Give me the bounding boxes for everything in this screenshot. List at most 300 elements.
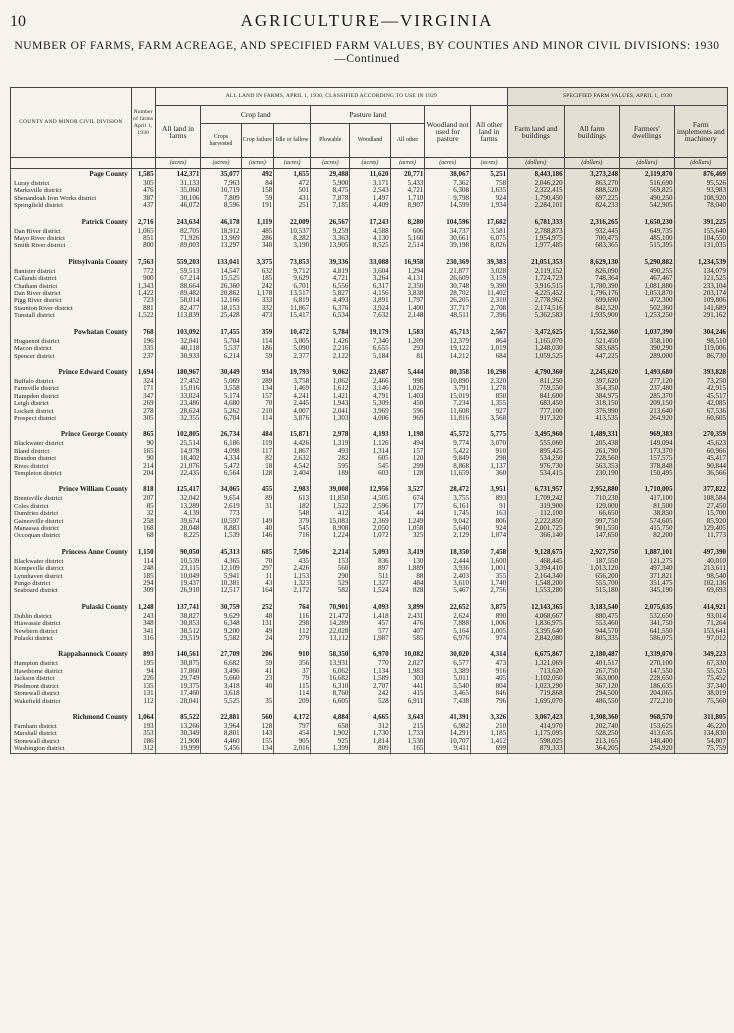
value-cell: 1,134 (350, 668, 390, 675)
value-cell: 75,452 (674, 675, 727, 682)
value-cell: 9,042 (425, 518, 471, 525)
district-row (11, 510, 728, 517)
value-cell: 6,655 (350, 345, 390, 352)
value-cell: 515,180 (564, 587, 619, 594)
spacer-cell (674, 595, 727, 602)
value-cell: 206 (241, 649, 274, 660)
spacer-cell (131, 540, 155, 547)
value-cell: 3,070 (471, 440, 508, 447)
district-name: Pulaski district (11, 635, 132, 642)
value-cell: 4,721 (311, 275, 350, 282)
district-row (11, 503, 728, 510)
value-cell: 405 (471, 675, 508, 682)
spacer-cell (620, 595, 674, 602)
value-cell: 3,394,410 (508, 565, 565, 572)
value-cell: 811,250 (508, 378, 565, 385)
county-name: Prince George County (11, 429, 132, 440)
district-name: Brentsville district (11, 495, 132, 502)
value-cell: 7,234 (425, 400, 471, 407)
value-cell: 431 (274, 195, 311, 202)
value-cell: 6,308 (425, 187, 471, 194)
header-crops-harvested: Crops harvested (201, 124, 241, 158)
value-cell: 153,625 (620, 723, 674, 730)
value-cell: 574,605 (620, 518, 674, 525)
value-cell: 1,730 (350, 730, 390, 737)
county-name: Princess Anne County (11, 547, 132, 558)
value-cell: 8,801 (201, 730, 241, 737)
spacer-cell (11, 422, 132, 429)
value-cell: 1,303 (311, 415, 350, 422)
value-cell: 86,730 (674, 353, 727, 360)
value-cell: 5,174 (201, 393, 241, 400)
value-cell: 109,806 (674, 297, 727, 304)
value-cell: 248 (131, 565, 155, 572)
value-cell: 800 (131, 242, 155, 249)
value-cell: 1,314 (350, 448, 390, 455)
value-cell: 8,443,186 (508, 169, 565, 181)
value-cell: 3,568 (471, 415, 508, 422)
value-cell: 548 (274, 510, 311, 517)
value-cell: 348 (241, 242, 274, 249)
district-name: Prospect district (11, 415, 132, 422)
value-cell: 3,496 (201, 668, 241, 675)
spacer-cell (390, 250, 425, 257)
value-cell: 19,793 (274, 367, 311, 378)
value-cell: 114 (241, 338, 274, 345)
value-cell: 1,539 (201, 532, 241, 539)
district-name: Rives district (11, 463, 132, 470)
value-cell: 3,838 (390, 290, 425, 297)
value-cell: 34,737 (425, 228, 471, 235)
value-cell: 31 (241, 503, 274, 510)
value-cell: 3,146 (350, 385, 390, 392)
value-cell: 242 (350, 690, 390, 697)
spacer-cell (508, 320, 565, 327)
value-cell: 40,010 (674, 558, 727, 565)
value-cell: 865 (131, 429, 155, 440)
value-cell: 748,364 (564, 275, 619, 282)
header-all-other-land: All other land in farms (471, 106, 508, 158)
value-cell: 485,100 (620, 235, 674, 242)
value-cell: 2,596 (350, 503, 390, 510)
value-cell: 2,320 (471, 378, 508, 385)
value-cell: 233,104 (674, 283, 727, 290)
value-cell: 5,164 (425, 628, 471, 635)
spacer-cell (620, 477, 674, 484)
value-cell: 204,065 (620, 690, 674, 697)
value-cell: 577 (350, 628, 390, 635)
spacer-cell (674, 250, 727, 257)
county-total-row (11, 602, 728, 613)
value-cell: 4,426 (274, 440, 311, 447)
value-cell: 447,225 (564, 353, 619, 360)
value-cell: 5,422 (425, 448, 471, 455)
value-cell: 356 (274, 660, 311, 667)
value-cell: 21,472 (311, 613, 350, 620)
district-row (11, 393, 728, 400)
spacer-cell (311, 540, 350, 547)
value-cell: 641,550 (620, 628, 674, 635)
value-cell: 4,409 (350, 202, 390, 209)
value-cell: 4,721 (390, 187, 425, 194)
value-cell: 378,848 (620, 463, 674, 470)
value-cell: 228,650 (620, 675, 674, 682)
spacer-cell (674, 422, 727, 429)
spacer-cell (274, 540, 311, 547)
district-name: Hampden district (11, 393, 132, 400)
value-cell: 157,575 (620, 455, 674, 462)
spacer-cell (201, 250, 241, 257)
value-cell: 38,850 (620, 510, 674, 517)
value-cell: 932,445 (564, 228, 619, 235)
value-cell: 1,175,095 (508, 730, 565, 737)
value-cell: 5,093 (350, 547, 390, 558)
value-cell: 2,214 (311, 547, 350, 558)
value-cell: 114 (241, 415, 274, 422)
value-cell: 1,137 (471, 463, 508, 470)
value-cell: 35,060 (155, 187, 201, 194)
value-cell: 209 (274, 698, 311, 705)
value-cell: 9,128,675 (508, 547, 565, 558)
value-cell: 21,051,353 (508, 257, 565, 268)
value-cell: 7,506 (274, 547, 311, 558)
value-cell: 349,223 (674, 649, 727, 660)
value-cell: 2,164,340 (508, 573, 565, 580)
value-cell: 1,185 (471, 730, 508, 737)
value-cell: 13,905 (311, 242, 350, 249)
spacer-cell (390, 477, 425, 484)
county-total-row (11, 429, 728, 440)
value-cell: 5,433 (390, 180, 425, 187)
spacer-cell (350, 250, 390, 257)
value-cell: 560 (241, 712, 274, 723)
value-cell: 2,041 (311, 408, 350, 415)
value-cell: 15,871 (274, 429, 311, 440)
value-cell: 130 (390, 558, 425, 565)
value-cell: 5,784 (311, 327, 350, 338)
value-cell: 3,375 (241, 257, 274, 268)
value-cell: 17,460 (155, 690, 201, 697)
value-cell: 2,403 (425, 573, 471, 580)
value-cell: 267,750 (564, 668, 619, 675)
spacer-cell (201, 477, 241, 484)
value-cell: 1,224 (311, 532, 350, 539)
value-cell: 6,701 (274, 283, 311, 290)
value-cell: 3,159 (471, 275, 508, 282)
value-cell: 191 (241, 202, 274, 209)
value-cell: 606 (390, 228, 425, 235)
value-cell: 376,990 (564, 408, 619, 415)
spacer-row (11, 540, 728, 547)
district-row (11, 745, 728, 753)
value-cell: 2,316,265 (564, 217, 619, 228)
value-cell: 492 (241, 169, 274, 181)
value-cell: 502,360 (620, 305, 674, 312)
value-cell: 415,750 (620, 525, 674, 532)
spacer-cell (311, 422, 350, 429)
value-cell: 88 (390, 573, 425, 580)
value-cell: 6,682 (201, 660, 241, 667)
value-cell: 4,225,452 (508, 290, 565, 297)
value-cell: 2,222,850 (508, 518, 565, 525)
value-cell: 33,024 (155, 393, 201, 400)
value-cell: 182 (274, 503, 311, 510)
spacer-cell (155, 250, 201, 257)
header-plowable: Plowable (311, 124, 350, 158)
spacer-cell (471, 210, 508, 217)
value-cell: 1,065 (131, 228, 155, 235)
value-cell: 5,582 (201, 635, 241, 642)
value-cell: 1,064 (131, 712, 155, 723)
value-cell: 196 (131, 338, 155, 345)
value-cell: 6,310 (311, 683, 350, 690)
value-cell: 3,916,515 (508, 283, 565, 290)
district-name: Jackson district (11, 675, 132, 682)
value-cell: 2,284,101 (508, 202, 565, 209)
value-cell: 888,520 (564, 187, 619, 194)
district-row (11, 305, 728, 312)
value-cell: 2,842,080 (508, 635, 565, 642)
value-cell: 134 (241, 385, 274, 392)
spacer-cell (508, 210, 565, 217)
value-cell: 112,100 (508, 510, 565, 517)
value-cell: 186 (241, 345, 274, 352)
value-cell: 2,180,487 (564, 649, 619, 660)
value-cell: 1,013,120 (564, 565, 619, 572)
spacer-cell (131, 360, 155, 367)
value-cell: 3,581 (471, 228, 508, 235)
value-cell (241, 510, 274, 517)
spacer-cell (620, 210, 674, 217)
value-cell: 26,205 (425, 297, 471, 304)
district-name: Templeton district (11, 470, 132, 477)
value-cell: 3,418 (201, 683, 241, 690)
value-cell: 3,618 (201, 690, 241, 697)
value-cell: 294,500 (564, 690, 619, 697)
value-cell: 165 (131, 448, 155, 455)
value-cell: 20,862 (201, 290, 241, 297)
value-cell: 5,290,882 (620, 257, 674, 268)
district-row (11, 620, 728, 627)
header-group-farm-values: SPECIFIED FARM VALUES, APRIL 1, 1930 (508, 88, 728, 106)
value-cell: 1,733 (390, 730, 425, 737)
value-cell: 501 (274, 187, 311, 194)
value-cell: 9,629 (274, 275, 311, 282)
spacer-cell (390, 705, 425, 712)
spacer-cell (11, 540, 132, 547)
value-cell: 119,006 (674, 345, 727, 352)
value-cell: 363,000 (564, 675, 619, 682)
value-cell: 1,422 (131, 290, 155, 297)
value-cell: 45,313 (201, 547, 241, 558)
value-cell: 129,000 (564, 503, 619, 510)
spacer-row (11, 595, 728, 602)
value-cell: 7,563 (131, 257, 155, 268)
value-cell: 108,920 (674, 195, 727, 202)
value-cell: 12,143,365 (508, 602, 565, 613)
district-name: Marksville district (11, 187, 132, 194)
value-cell: 285,370 (620, 393, 674, 400)
district-row (11, 683, 728, 690)
value-cell: 900 (131, 275, 155, 282)
value-cell: 251 (274, 202, 311, 209)
value-cell: 2,350 (390, 283, 425, 290)
district-row (11, 470, 728, 477)
header-stub: COUNTY AND MINOR CIVIL DIVISION (11, 88, 132, 158)
value-cell: 59 (241, 353, 274, 360)
district-row (11, 338, 728, 345)
value-cell: 2,788,873 (508, 228, 565, 235)
district-row (11, 532, 728, 539)
header-crop-land: Crop land (201, 106, 311, 124)
spacer-row (11, 250, 728, 257)
value-cell: 325 (390, 532, 425, 539)
value-cell: 38,067 (425, 169, 471, 181)
value-cell: 243,634 (155, 217, 201, 228)
value-cell: 2,445 (274, 400, 311, 407)
value-cell: 25,428 (201, 312, 241, 319)
value-cell: 1,321,069 (508, 660, 565, 667)
header-dwellings: Farmers' dwellings (620, 106, 674, 158)
value-cell: 414,970 (508, 723, 565, 730)
value-cell: 553,460 (564, 620, 619, 627)
district-row (11, 635, 728, 642)
value-cell: 2,245,620 (564, 367, 619, 378)
value-cell: 805,335 (564, 635, 619, 642)
value-cell: 243 (131, 613, 155, 620)
value-cell: 270,359 (674, 429, 727, 440)
value-cell: 80,358 (425, 367, 471, 378)
value-cell: 468,445 (508, 558, 565, 565)
value-cell: 2,466 (350, 378, 390, 385)
value-cell: 226 (131, 675, 155, 682)
spacer-cell (390, 360, 425, 367)
value-cell: 1,548,200 (508, 580, 565, 587)
value-cell: 85,920 (674, 518, 727, 525)
district-row (11, 587, 728, 594)
spacer-row (11, 705, 728, 712)
value-cell: 195 (131, 660, 155, 667)
spacer-cell (155, 422, 201, 429)
value-cell: 119 (241, 440, 274, 447)
value-cell: 6,564 (201, 470, 241, 477)
district-row (11, 448, 728, 455)
district-name: Stonewall district (11, 690, 132, 697)
value-cell: 4,172 (274, 712, 311, 723)
value-cell: 9,654 (201, 495, 241, 502)
value-cell: 345,190 (620, 587, 674, 594)
value-cell: 876,469 (674, 169, 727, 181)
value-cell: 1,887,101 (620, 547, 674, 558)
value-cell: 134,079 (674, 268, 727, 275)
value-cell: 150,495 (620, 470, 674, 477)
value-cell: 1,635 (471, 187, 508, 194)
value-cell: 6,376 (311, 305, 350, 312)
value-cell: 1,150 (131, 547, 155, 558)
value-cell: 341,750 (620, 620, 674, 627)
value-cell: 215 (390, 723, 425, 730)
spacer-cell (425, 320, 471, 327)
value-cell: 3,495,960 (508, 429, 565, 440)
value-cell: 24 (241, 635, 274, 642)
value-cell: 14,212 (425, 353, 471, 360)
district-row (11, 202, 728, 209)
value-cell: 1,469 (274, 385, 311, 392)
value-cell: 140,561 (155, 649, 201, 660)
value-cell: 4,680 (201, 400, 241, 407)
value-cell: 3,363 (311, 235, 350, 242)
spacer-cell (471, 250, 508, 257)
value-cell: 7,396 (471, 312, 508, 319)
value-cell: 545 (274, 525, 311, 532)
value-cell: 28,041 (155, 698, 201, 705)
value-cell: 1,198 (390, 429, 425, 440)
value-cell: 881 (131, 305, 155, 312)
value-cell: 1,327 (350, 580, 390, 587)
value-cell: 143 (241, 730, 274, 737)
county-total-row (11, 257, 728, 268)
value-cell: 796 (471, 698, 508, 705)
header-unit-dollars: (dollars) (620, 158, 674, 169)
value-cell: 8,525 (350, 242, 390, 249)
value-cell: 21,877 (425, 268, 471, 275)
value-cell: 13,931 (311, 660, 350, 667)
value-cell: 40,118 (155, 345, 201, 352)
value-cell: 1,612 (311, 385, 350, 392)
value-cell: 2,016 (274, 745, 311, 753)
district-name: Pigg River district (11, 297, 132, 304)
value-cell: 46,178 (201, 217, 241, 228)
value-cell: 6,819 (274, 297, 311, 304)
value-cell: 173,370 (620, 448, 674, 455)
value-cell: 242 (241, 283, 274, 290)
district-row (11, 613, 728, 620)
spacer-cell (508, 642, 565, 649)
value-cell: 294 (131, 580, 155, 587)
value-cell: 85,522 (155, 712, 201, 723)
county-total-row (11, 367, 728, 378)
value-cell: 7,632 (350, 312, 390, 319)
value-cell: 27,452 (155, 378, 201, 385)
value-cell: 1,421 (311, 393, 350, 400)
value-cell: 153 (311, 558, 350, 565)
spacer-cell (155, 477, 201, 484)
district-row (11, 738, 728, 745)
value-cell: 186 (131, 738, 155, 745)
value-cell: 842,520 (564, 305, 619, 312)
spacer-row (11, 320, 728, 327)
value-cell: 1,399 (311, 745, 350, 753)
district-name: Huguenot district (11, 338, 132, 345)
spacer-cell (11, 642, 132, 649)
value-cell: 454 (274, 730, 311, 737)
value-cell: 9,411 (425, 745, 471, 753)
value-cell: 1,019 (471, 345, 508, 352)
value-cell: 6,161 (425, 503, 471, 510)
value-cell: 71,264 (674, 620, 727, 627)
value-cell: 22,435 (155, 470, 201, 477)
value-cell: 18,402 (155, 455, 201, 462)
value-cell: 8,475 (311, 187, 350, 194)
value-cell: 230,369 (425, 257, 471, 268)
value-cell: 555,060 (508, 440, 565, 447)
spacer-cell (155, 540, 201, 547)
value-cell: 14,289 (311, 620, 350, 627)
district-row (11, 415, 728, 422)
value-cell: 131,035 (674, 242, 727, 249)
value-cell: 59,513 (155, 268, 201, 275)
value-cell: 39,198 (425, 242, 471, 249)
